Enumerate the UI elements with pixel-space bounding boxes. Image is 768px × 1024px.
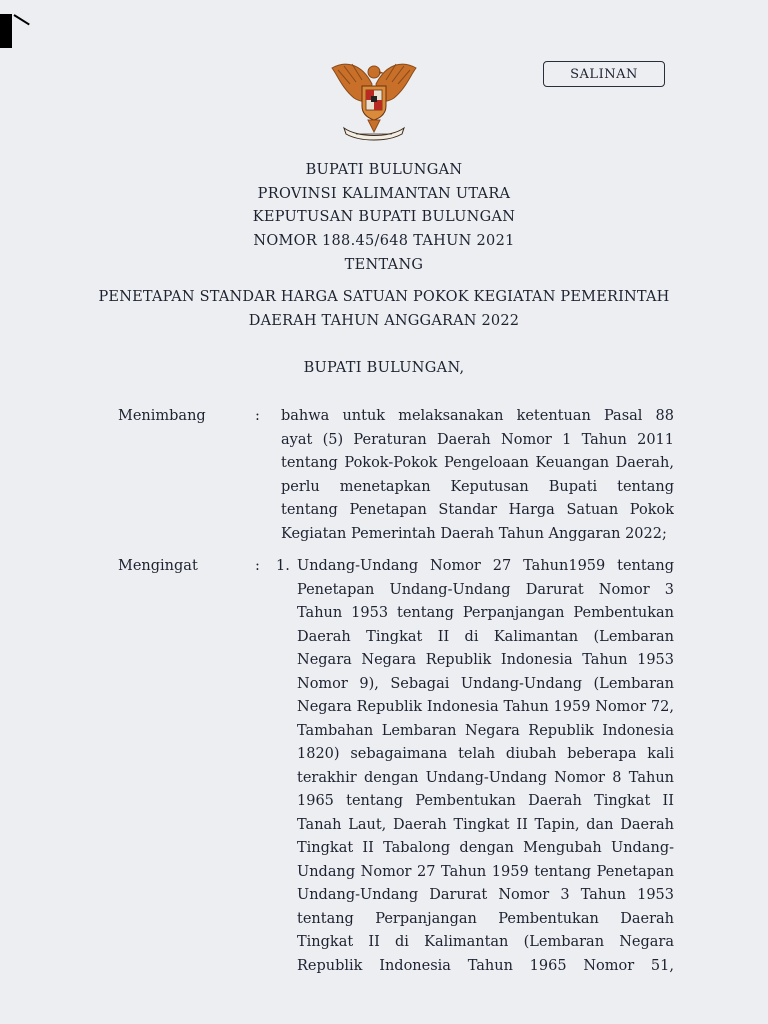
mengingat-line: terakhir dengan Undang-Undang Nomor 8 Tahun — [297, 769, 674, 786]
mengingat-line: tentang Perpanjangan Pembentukan Daerah — [297, 910, 674, 927]
mengingat-item-number: 1. — [276, 558, 290, 574]
menimbang-line: ayat (5) Peraturan Daerah Nomor 1 Tahun 2011 — [281, 431, 674, 448]
mengingat-line: Undang Nomor 27 Tahun 1959 tentang Penetapan — [297, 863, 674, 880]
issuer-signature-heading: BUPATI BULUNGAN, — [303, 360, 465, 376]
province-title: PROVINSI KALIMANTAN UTARA — [257, 186, 511, 202]
mengingat-line: Negara Republik Indonesia Tahun 1959 Nomor 72, — [297, 699, 674, 715]
mengingat-line: Tingkat II Tabalong dengan Mengubah Undang- — [297, 840, 674, 856]
menimbang-line: Kegiatan Pemerintah Daerah Tahun Anggaran 2022; — [281, 525, 667, 542]
mengingat-text — [297, 556, 674, 979]
mengingat-line: Penetapan Undang-Undang Darurat Nomor 3 — [297, 581, 674, 598]
decree-number: NOMOR 188.45/648 TAHUN 2021 — [253, 233, 515, 249]
mengingat-label: Mengingat — [118, 558, 198, 574]
menimbang-line: tentang Penetapan Standar Harga Satuan Pokok — [281, 502, 674, 518]
menimbang-label: Menimbang — [118, 408, 206, 424]
decree-subject — [90, 285, 678, 333]
mengingat-line: 1965 tentang Pembentukan Daerah Tingkat II — [297, 793, 674, 809]
mengingat-line: Tahun 1953 tentang Perpanjangan Pembentukan — [297, 605, 674, 621]
menimbang-colon: : — [255, 408, 260, 424]
decree-title: KEPUTUSAN BUPATI BULUNGAN — [252, 209, 516, 225]
mengingat-line: Undang-Undang Nomor 27 Tahun1959 tentang — [297, 558, 674, 574]
mengingat-line: Tambahan Lembaran Negara Republik Indonesia — [297, 722, 674, 739]
subject-line-2: DAERAH TAHUN ANGGARAN 2022 — [248, 313, 520, 329]
menimbang-line: perlu menetapkan Keputusan Bupati tentang — [281, 478, 674, 495]
mengingat-line: Undang-Undang Darurat Nomor 3 Tahun 1953 — [297, 887, 674, 903]
menimbang-text — [281, 406, 674, 547]
mengingat-line: Tingkat II di Kalimantan (Lembaran Negara — [297, 934, 674, 950]
tentang-label: TENTANG — [344, 257, 424, 273]
garuda-emblem-icon — [324, 54, 424, 144]
scan-artifact-tail — [13, 14, 29, 25]
salinan-stamp: SALINAN — [543, 61, 665, 87]
mengingat-line: Tanah Laut, Daerah Tingkat II Tapin, dan Daerah — [297, 816, 674, 833]
mengingat-line: Republik Indonesia Tahun 1965 Nomor 51, — [297, 957, 674, 974]
mengingat-line: Negara Negara Republik Indonesia Tahun 1953 — [297, 652, 674, 668]
subject-line-1: PENETAPAN STANDAR HARGA SATUAN POKOK KEGIATAN PEMERINTAH — [98, 289, 670, 305]
scan-artifact — [0, 14, 12, 48]
menimbang-line: bahwa untuk melaksanakan ketentuan Pasal 88 — [281, 408, 674, 424]
mengingat-line: 1820) sebagaimana telah diubah beberapa kali — [297, 746, 674, 762]
menimbang-line: tentang Pokok-Pokok Pengeloaan Keuangan Daerah, — [281, 455, 674, 471]
mengingat-line: Nomor 9), Sebagai Undang-Undang (Lembaran — [297, 675, 674, 692]
mengingat-colon: : — [255, 558, 260, 574]
mengingat-line: Daerah Tingkat II di Kalimantan (Lembaran — [297, 628, 674, 645]
issuer-title: BUPATI BULUNGAN — [305, 162, 463, 178]
